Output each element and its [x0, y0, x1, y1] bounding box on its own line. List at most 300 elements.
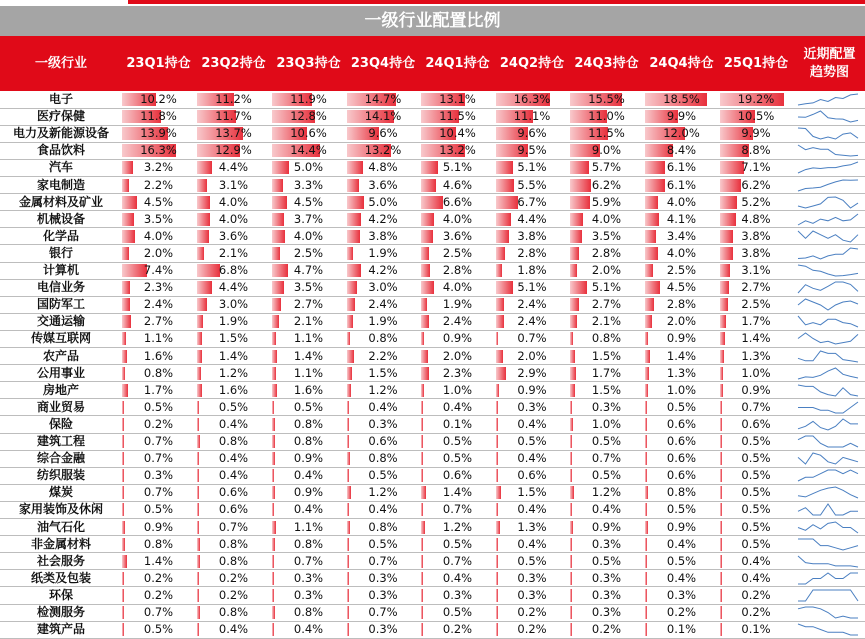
value-cell	[272, 142, 345, 159]
table-row	[0, 501, 865, 518]
trend-sparkline	[796, 570, 860, 587]
value-cell	[570, 467, 643, 484]
value-cell	[122, 399, 195, 416]
value-cell	[570, 484, 643, 501]
value-cell	[197, 125, 270, 142]
value-label: 0.5%	[442, 605, 473, 619]
value-label: 0.4%	[368, 399, 398, 414]
value-cell	[347, 228, 419, 245]
trend-sparkline	[796, 194, 860, 211]
value-label: 2.7%	[143, 314, 174, 329]
value-label: 11.2%	[215, 92, 252, 106]
value-cell	[496, 382, 568, 399]
value-label: 0.1%	[666, 622, 697, 637]
value-cell	[272, 450, 345, 467]
value-cell	[496, 91, 568, 108]
value-cell	[570, 125, 643, 142]
table-row	[0, 91, 865, 108]
value-cell	[720, 553, 792, 570]
value-label: 3.6%	[368, 177, 398, 192]
value-cell	[720, 279, 792, 296]
value-cell	[421, 382, 494, 399]
value-cell	[645, 416, 718, 433]
value-label: 0.7%	[591, 451, 622, 466]
header-trend: 近期配置趋势图	[803, 46, 856, 80]
header-col-8: 24Q4持仓	[649, 55, 714, 71]
header-col-4: 23Q4持仓	[350, 55, 416, 71]
table-row	[0, 108, 865, 125]
value-cell	[122, 279, 195, 296]
value-label: 0.5%	[517, 553, 547, 568]
sparkline-path	[798, 94, 858, 105]
trend-sparkline	[796, 484, 860, 501]
trend-sparkline	[796, 621, 860, 638]
value-label: 0.5%	[368, 536, 398, 551]
table-row	[0, 399, 865, 416]
value-label: 0.5%	[517, 434, 547, 448]
value-label: 4.8%	[741, 211, 771, 226]
value-label: 4.0%	[666, 245, 697, 260]
value-cell	[347, 501, 419, 518]
value-cell	[570, 348, 643, 365]
value-cell	[645, 279, 718, 296]
value-cell	[347, 570, 419, 587]
value-label: 0.2%	[143, 587, 174, 602]
table-row	[0, 262, 865, 279]
value-label: 0.4%	[293, 502, 324, 517]
value-cell	[347, 330, 419, 347]
value-label: 1.7%	[741, 314, 771, 329]
value-label: 4.0%	[442, 280, 473, 295]
value-label: 3.0%	[218, 297, 249, 312]
value-cell	[645, 519, 718, 536]
value-cell	[570, 159, 643, 176]
value-cell	[347, 91, 419, 108]
value-label: 0.8%	[293, 605, 324, 619]
value-cell	[421, 570, 494, 587]
table-row	[0, 416, 865, 433]
value-cell	[197, 604, 270, 621]
value-cell	[645, 467, 718, 484]
value-cell	[421, 484, 494, 501]
value-label: 1.7%	[591, 365, 622, 380]
industry-name: 国防军工	[36, 297, 85, 312]
value-label: 13.9%	[140, 126, 177, 141]
value-label: 0.7%	[143, 485, 174, 500]
value-cell	[421, 228, 494, 245]
value-label: 6.7%	[517, 194, 547, 209]
industry-name: 检测服务	[36, 605, 85, 619]
value-label: 1.1%	[293, 365, 324, 380]
value-cell	[496, 604, 568, 621]
value-label: 0.7%	[517, 331, 547, 346]
value-cell	[347, 519, 419, 536]
value-label: 1.2%	[368, 485, 398, 500]
value-label: 0.7%	[442, 553, 473, 568]
industry-name: 油气石化	[36, 519, 85, 534]
value-cell	[122, 450, 195, 467]
value-cell	[496, 433, 568, 450]
value-label: 0.3%	[442, 587, 473, 602]
value-label: 0.8%	[218, 605, 249, 619]
value-cell	[570, 382, 643, 399]
value-label: 0.4%	[368, 502, 398, 517]
sparkline-path	[798, 316, 858, 327]
value-cell	[272, 177, 345, 194]
value-cell	[645, 450, 718, 467]
value-label: 5.2%	[741, 194, 771, 209]
sparkline-path	[798, 282, 858, 293]
value-cell	[496, 519, 568, 536]
value-cell	[122, 416, 195, 433]
value-cell	[496, 399, 568, 416]
value-label: 1.1%	[293, 331, 324, 346]
value-cell	[570, 570, 643, 587]
value-label: 0.9%	[666, 331, 697, 346]
value-label: 2.0%	[591, 263, 622, 277]
value-label: 1.4%	[293, 348, 324, 363]
value-cell	[720, 194, 792, 211]
value-label: 0.7%	[143, 605, 174, 619]
value-label: 0.4%	[218, 451, 249, 466]
value-cell	[197, 484, 270, 501]
value-label: 13.7%	[215, 126, 252, 141]
value-cell	[496, 194, 568, 211]
trend-sparkline	[796, 313, 860, 330]
value-cell	[197, 416, 270, 433]
industry-name: 银行	[48, 245, 73, 260]
value-label: 2.5%	[293, 245, 324, 260]
value-label: 4.4%	[218, 280, 249, 295]
value-label: 1.2%	[442, 519, 473, 534]
value-label: 1.3%	[666, 365, 697, 380]
value-label: 0.4%	[293, 622, 324, 637]
value-cell	[197, 159, 270, 176]
value-cell	[272, 313, 345, 330]
value-cell	[645, 365, 718, 382]
trend-sparkline	[796, 416, 860, 433]
table-row	[0, 177, 865, 194]
value-label: 0.5%	[143, 399, 174, 414]
value-cell	[421, 450, 494, 467]
value-cell	[197, 279, 270, 296]
value-cell	[421, 142, 494, 159]
value-label: 4.5%	[143, 194, 174, 209]
value-cell	[421, 519, 494, 536]
value-cell	[272, 330, 345, 347]
value-label: 0.8%	[143, 536, 174, 551]
value-cell	[197, 467, 270, 484]
value-label: 2.3%	[442, 365, 473, 380]
value-label: 0.6%	[666, 416, 697, 431]
industry-name: 社会服务	[36, 553, 85, 568]
value-cell	[122, 382, 195, 399]
value-cell	[496, 177, 568, 194]
value-cell	[570, 330, 643, 347]
value-cell	[347, 604, 419, 621]
value-label: 9.6%	[517, 126, 547, 141]
value-label: 6.1%	[666, 177, 697, 192]
value-label: 2.4%	[517, 314, 547, 329]
trend-sparkline	[796, 91, 860, 108]
value-label: 0.7%	[442, 502, 473, 517]
value-cell	[720, 125, 792, 142]
value-label: 2.7%	[741, 280, 771, 295]
value-label: 0.7%	[218, 519, 249, 534]
value-cell	[496, 536, 568, 553]
table-row	[0, 382, 865, 399]
value-label: 0.3%	[666, 587, 697, 602]
value-cell	[272, 484, 345, 501]
value-label: 3.2%	[143, 160, 174, 175]
value-label: 0.4%	[218, 416, 249, 431]
value-cell	[272, 348, 345, 365]
value-cell	[570, 228, 643, 245]
value-cell	[272, 245, 345, 262]
value-cell	[347, 108, 419, 125]
value-cell	[645, 296, 718, 313]
value-label: 1.5%	[218, 331, 249, 346]
value-label: 0.7%	[741, 399, 771, 414]
value-label: 3.8%	[368, 228, 398, 243]
value-label: 0.5%	[741, 519, 771, 534]
value-label: 1.4%	[143, 553, 174, 568]
value-cell	[347, 177, 419, 194]
value-label: 5.1%	[517, 160, 547, 175]
value-cell	[645, 91, 718, 108]
value-cell	[720, 365, 792, 382]
value-cell	[197, 177, 270, 194]
value-label: 1.1%	[293, 519, 324, 534]
value-label: 11.8%	[140, 109, 177, 124]
industry-name: 保险	[48, 416, 73, 431]
value-cell	[197, 536, 270, 553]
value-label: 0.2%	[741, 605, 771, 619]
value-cell	[570, 279, 643, 296]
trend-sparkline	[796, 211, 860, 228]
value-cell	[645, 433, 718, 450]
value-label: 2.1%	[293, 314, 324, 329]
value-label: 1.4%	[218, 348, 249, 363]
value-label: 0.5%	[143, 502, 174, 517]
value-label: 2.0%	[666, 314, 697, 329]
value-cell	[272, 553, 345, 570]
sparkline-path	[798, 111, 858, 122]
table-row	[0, 330, 865, 347]
table-row	[0, 484, 865, 501]
value-label: 0.2%	[666, 605, 697, 619]
value-label: 0.3%	[368, 622, 398, 637]
value-cell	[347, 262, 419, 279]
value-label: 13.1%	[439, 92, 476, 106]
industry-name: 商业贸易	[36, 399, 85, 414]
sparkline-path	[798, 487, 858, 498]
value-label: 3.0%	[368, 280, 398, 295]
value-label: 0.2%	[591, 622, 622, 637]
value-label: 0.4%	[666, 536, 697, 551]
value-label: 3.8%	[517, 228, 547, 243]
value-cell	[197, 587, 270, 604]
value-cell	[496, 313, 568, 330]
value-cell	[645, 382, 718, 399]
value-cell	[720, 501, 792, 518]
header-col-2: 23Q2持仓	[201, 55, 266, 71]
value-cell	[347, 142, 419, 159]
value-cell	[272, 467, 345, 484]
value-label: 12.0%	[663, 126, 700, 141]
value-label: 4.0%	[591, 211, 622, 226]
value-label: 4.8%	[368, 160, 398, 175]
value-cell	[347, 296, 419, 313]
value-label: 0.7%	[368, 605, 398, 619]
value-cell	[570, 194, 643, 211]
value-cell	[272, 587, 345, 604]
value-label: 0.6%	[666, 434, 697, 448]
value-cell	[122, 245, 195, 262]
sparkline-path	[798, 556, 858, 567]
value-label: 5.1%	[591, 280, 622, 295]
table-row	[0, 433, 865, 450]
value-label: 2.4%	[442, 314, 473, 329]
value-cell	[645, 553, 718, 570]
value-cell	[421, 433, 494, 450]
value-label: 0.3%	[293, 570, 324, 585]
value-label: 0.8%	[218, 536, 249, 551]
industry-name: 交通运输	[36, 314, 85, 329]
value-cell	[496, 228, 568, 245]
value-cell	[272, 604, 345, 621]
value-label: 4.6%	[442, 177, 473, 192]
value-cell	[122, 604, 195, 621]
value-cell	[645, 142, 718, 159]
header-industry: 一级行业	[34, 55, 87, 71]
trend-sparkline	[796, 177, 860, 194]
value-label: 4.0%	[666, 194, 697, 209]
value-cell	[197, 296, 270, 313]
value-label: 9.9%	[666, 109, 697, 124]
value-label: 15.5%	[588, 92, 625, 106]
table-row	[0, 313, 865, 330]
value-label: 10.5%	[737, 109, 775, 124]
value-label: 0.5%	[591, 434, 622, 448]
industry-name: 电力及新能源设备	[12, 126, 109, 141]
value-cell	[645, 159, 718, 176]
industry-name: 食品饮料	[36, 143, 85, 158]
value-cell	[197, 108, 270, 125]
value-cell	[272, 125, 345, 142]
value-label: 0.9%	[591, 519, 622, 534]
value-cell	[347, 399, 419, 416]
value-label: 0.6%	[666, 468, 697, 483]
value-label: 1.2%	[591, 485, 622, 500]
value-cell	[122, 211, 195, 228]
table-row	[0, 211, 865, 228]
value-cell	[720, 587, 792, 604]
trend-sparkline	[796, 159, 860, 176]
value-cell	[421, 262, 494, 279]
value-label: 0.2%	[143, 416, 174, 431]
value-cell	[720, 348, 792, 365]
value-cell	[570, 211, 643, 228]
value-cell	[421, 501, 494, 518]
value-label: 2.9%	[517, 365, 547, 380]
value-cell	[197, 621, 270, 638]
value-cell	[720, 91, 792, 108]
value-cell	[645, 228, 718, 245]
value-cell	[421, 125, 494, 142]
value-label: 0.3%	[368, 570, 398, 585]
value-cell	[645, 108, 718, 125]
industry-name: 机械设备	[36, 211, 85, 226]
value-cell	[421, 553, 494, 570]
table-row	[0, 519, 865, 536]
value-label: 0.5%	[741, 468, 771, 483]
value-cell	[197, 365, 270, 382]
value-label: 1.9%	[368, 245, 398, 260]
sparkline-path	[798, 504, 858, 515]
value-cell	[496, 296, 568, 313]
value-cell	[197, 91, 270, 108]
value-cell	[720, 177, 792, 194]
industry-name: 综合金融	[36, 451, 85, 466]
value-label: 1.9%	[442, 297, 473, 312]
value-label: 0.3%	[517, 587, 547, 602]
table-row	[0, 348, 865, 365]
value-cell	[421, 330, 494, 347]
sparkline-path	[798, 197, 858, 208]
value-label: 6.6%	[442, 194, 473, 209]
header-col-9: 25Q1持仓	[723, 55, 789, 71]
value-cell	[197, 553, 270, 570]
value-label: 0.3%	[591, 587, 622, 602]
value-cell	[496, 467, 568, 484]
value-cell	[720, 519, 792, 536]
value-cell	[496, 142, 568, 159]
value-label: 11.0%	[588, 109, 625, 124]
value-label: 0.5%	[666, 399, 697, 414]
industry-name: 电信业务	[36, 280, 85, 295]
value-cell	[720, 604, 792, 621]
value-cell	[421, 587, 494, 604]
industry-name: 汽车	[48, 160, 73, 175]
value-label: 4.5%	[293, 194, 324, 209]
sparkline-path	[798, 145, 858, 156]
value-label: 2.4%	[368, 297, 398, 312]
value-label: 1.5%	[591, 348, 622, 363]
sparkline-path	[798, 180, 858, 191]
value-label: 5.1%	[442, 160, 473, 175]
value-label: 0.2%	[442, 622, 473, 637]
value-label: 1.0%	[591, 416, 622, 431]
value-label: 0.7%	[293, 553, 324, 568]
value-cell	[720, 211, 792, 228]
value-label: 6.2%	[741, 177, 771, 192]
value-cell	[347, 365, 419, 382]
value-cell	[122, 330, 195, 347]
sparkline-path	[798, 419, 858, 430]
value-cell	[720, 313, 792, 330]
trend-sparkline	[796, 553, 860, 570]
header-col-5: 24Q1持仓	[425, 55, 490, 71]
table-row	[0, 159, 865, 176]
value-label: 0.5%	[741, 434, 771, 448]
industry-name: 公用事业	[36, 365, 85, 380]
value-label: 0.6%	[517, 468, 547, 483]
value-cell	[496, 416, 568, 433]
value-cell	[570, 177, 643, 194]
value-label: 0.6%	[442, 468, 473, 483]
value-cell	[421, 245, 494, 262]
